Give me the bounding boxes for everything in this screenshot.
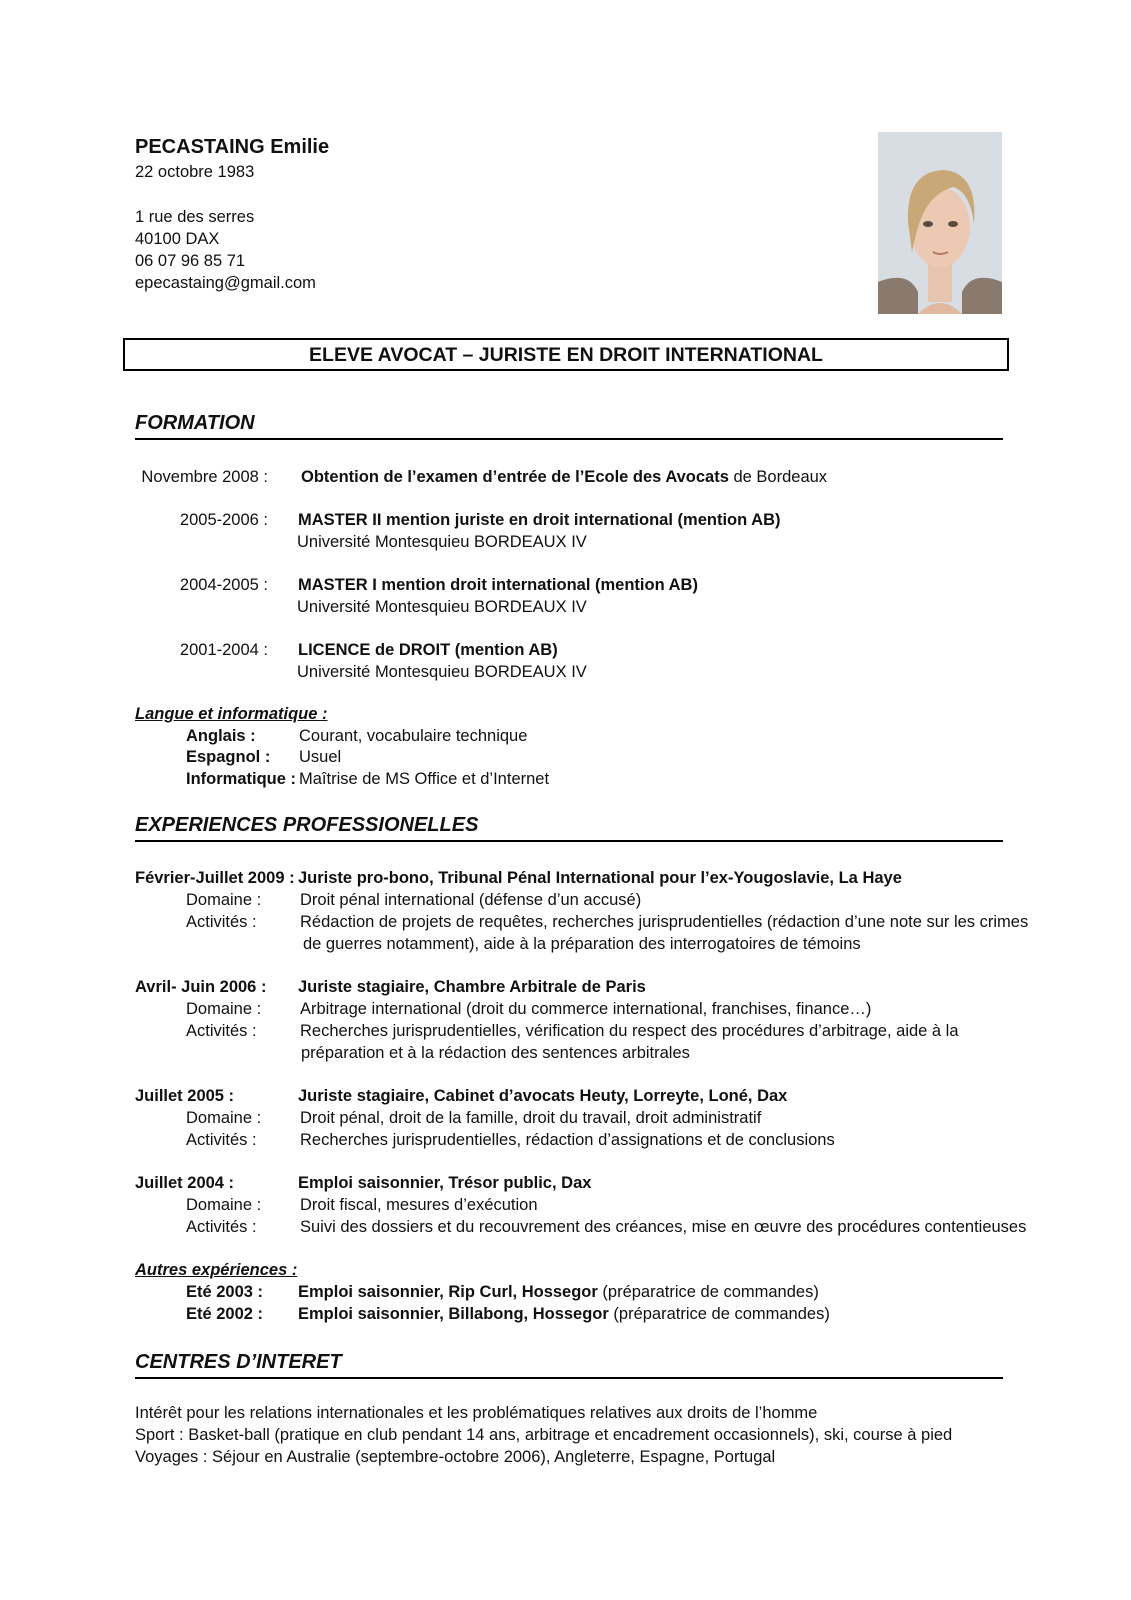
formation-date: Novembre 2008 : xyxy=(141,468,268,486)
address-line-1: 1 rue des serres xyxy=(135,208,255,226)
language-label: Anglais : xyxy=(186,727,256,745)
experience-date: Février-Juillet 2009 : xyxy=(135,869,295,887)
experience-date: Juillet 2005 : xyxy=(135,1087,235,1105)
experience-domaine: Droit pénal, droit de la famille, droit du travail, droit administratif xyxy=(300,1109,762,1127)
interest-line: Intérêt pour les relations internationales et les problématiques relatives aux droits de l’homme xyxy=(135,1404,818,1422)
interests-heading: CENTRES D’INTERET xyxy=(135,1351,1003,1379)
language-value: Usuel xyxy=(299,748,342,766)
phone: 06 07 96 85 71 xyxy=(135,252,246,270)
formation-school: Université Montesquieu BORDEAUX IV xyxy=(297,598,587,616)
formation-date: 2004-2005 : xyxy=(179,576,268,594)
interest-line: Voyages : Séjour en Australie (septembre-octobre 2006), Angleterre, Espagne, Portugal xyxy=(135,1448,776,1466)
profile-photo xyxy=(878,132,1002,314)
formation-title: LICENCE de DROIT (mention AB) xyxy=(298,641,558,659)
experience-domaine: Droit pénal international (défense d’un accusé) xyxy=(300,891,642,909)
domaine-label: Domaine : xyxy=(186,1196,262,1214)
domaine-label: Domaine : xyxy=(186,1109,262,1127)
other-experience-date: Eté 2002 : xyxy=(186,1305,264,1323)
experience-title: Juriste stagiaire, Cabinet d’avocats Heuty, Lorreyte, Loné, Dax xyxy=(298,1087,788,1105)
experience-date: Juillet 2004 : xyxy=(135,1174,235,1192)
formation-heading: FORMATION xyxy=(135,412,1003,440)
formation-date: 2005-2006 : xyxy=(179,511,268,529)
job-title-box xyxy=(123,338,1009,371)
activites-label: Activités : xyxy=(186,1022,257,1040)
formation-school: Université Montesquieu BORDEAUX IV xyxy=(297,533,587,551)
other-experience-title: Emploi saisonnier, Rip Curl, Hossegor (préparatrice de commandes) xyxy=(298,1283,819,1301)
domaine-label: Domaine : xyxy=(186,891,262,909)
formation-date: 2001-2004 : xyxy=(179,641,268,659)
other-experiences-heading: Autres expériences : xyxy=(135,1261,298,1279)
email: epecastaing@gmail.com xyxy=(135,274,316,292)
formation-title: MASTER II mention juriste en droit international (mention AB) xyxy=(298,511,781,529)
experience-title: Emploi saisonnier, Trésor public, Dax xyxy=(298,1174,592,1192)
formation-title: Obtention de l’examen d’entrée de l’Ecole des Avocats de Bordeaux xyxy=(301,468,828,486)
experience-activites: Recherches jurisprudentielles, rédaction d’assignations et de conclusions xyxy=(300,1131,835,1149)
experience-title: Juriste stagiaire, Chambre Arbitrale de Paris xyxy=(298,978,646,996)
experience-activites: Rédaction de projets de requêtes, recherches jurisprudentielles (rédaction d’une note sur les crimes xyxy=(300,913,1029,931)
language-heading: Langue et informatique : xyxy=(135,705,328,723)
experience-activites: Suivi des dossiers et du recouvrement des créances, mise en œuvre des procédures contentieuses xyxy=(300,1218,1027,1236)
activites-label: Activités : xyxy=(186,1218,257,1236)
experience-activites: Recherches jurisprudentielles, vérification du respect des procédures d’arbitrage, aide à la xyxy=(300,1022,959,1040)
job-title: ELEVE AVOCAT – JURISTE EN DROIT INTERNATIONAL xyxy=(309,344,823,366)
birthdate: 22 octobre 1983 xyxy=(135,163,255,181)
activites-label: Activités : xyxy=(186,1131,257,1149)
activites-label: Activités : xyxy=(186,913,257,931)
experience-activites: préparation et à la rédaction des sentences arbitrales xyxy=(301,1044,690,1062)
experience-activites: de guerres notamment), aide à la préparation des interrogatoires de témoins xyxy=(303,935,861,953)
language-value: Courant, vocabulaire technique xyxy=(299,727,528,745)
candidate-name: PECASTAING Emilie xyxy=(135,136,330,158)
formation-title: MASTER I mention droit international (mention AB) xyxy=(298,576,698,594)
other-experience-title: Emploi saisonnier, Billabong, Hossegor (préparatrice de commandes) xyxy=(298,1305,830,1323)
experience-date: Avril- Juin 2006 : xyxy=(135,978,267,996)
language-label: Espagnol : xyxy=(186,748,271,766)
experience-domaine: Arbitrage international (droit du commerce international, franchises, finance…) xyxy=(300,1000,872,1018)
formation-school: Université Montesquieu BORDEAUX IV xyxy=(297,663,587,681)
experience-domaine: Droit fiscal, mesures d’exécution xyxy=(300,1196,538,1214)
experience-title: Juriste pro-bono, Tribunal Pénal International pour l’ex-Yougoslavie, La Haye xyxy=(298,869,902,887)
domaine-label: Domaine : xyxy=(186,1000,262,1018)
language-value: Maîtrise de MS Office et d’Internet xyxy=(299,770,550,788)
language-label: Informatique : xyxy=(186,770,296,788)
experiences-heading: EXPERIENCES PROFESSIONELLES xyxy=(135,814,1003,842)
interest-line: Sport : Basket-ball (pratique en club pendant 14 ans, arbitrage et encadrement occasionnels), ski, course à pied xyxy=(135,1426,953,1444)
other-experience-date: Eté 2003 : xyxy=(186,1283,264,1301)
address-line-2: 40100 DAX xyxy=(135,230,220,248)
